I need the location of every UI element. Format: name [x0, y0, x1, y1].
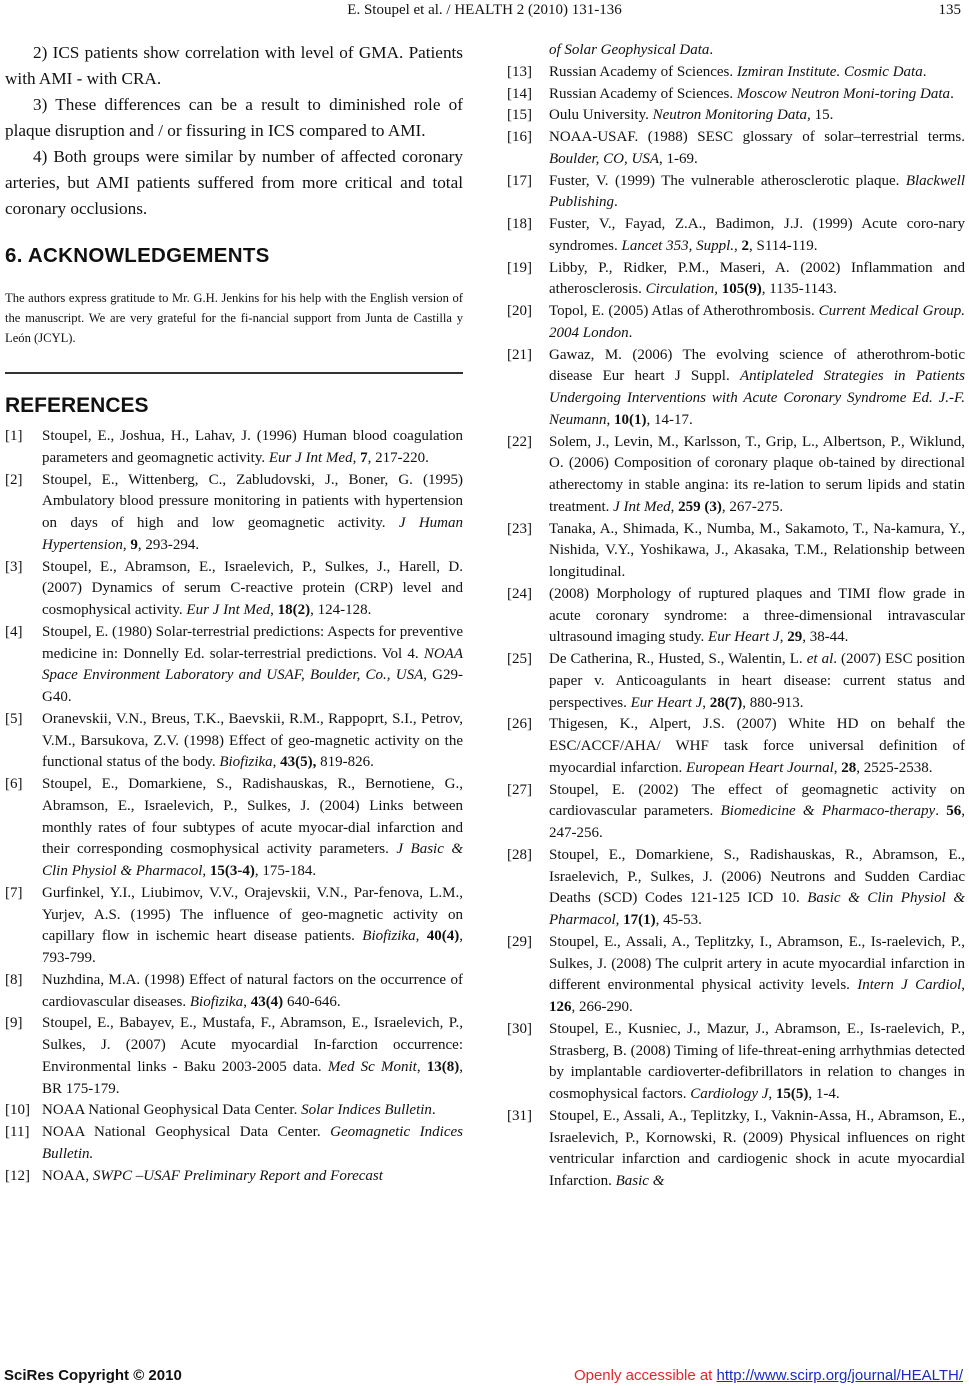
reference-list: [507, 40, 965, 1193]
reference-text: ,: [734, 237, 742, 254]
reference-number: [18]: [507, 216, 532, 232]
reference-source: Blackwell Publishing: [549, 172, 965, 211]
reference-item: [507, 1106, 965, 1193]
reference-item: [507, 780, 965, 845]
reference-item: [507, 432, 965, 519]
reference-text: Libby, P., Ridker, P.M., Maseri, A. (2002) Inflammation and atherosclerosis.: [549, 259, 965, 298]
reference-text: Stoupel, E., Abramson, E., Israelevich, P., Sulkes, J., Harell, D. (2007) Dynamics of serum C-reactive protein (CRP) level and cosmophysical activity.: [42, 558, 463, 618]
reference-text: , 1-69.: [659, 150, 698, 167]
reference-text: NOAA,: [42, 1167, 93, 1184]
reference-text: Fuster, V. (1999) The vulnerable atherosclerotic plaque.: [549, 172, 906, 189]
reference-number: [26]: [507, 716, 532, 733]
reference-source: European Heart Journal: [686, 759, 834, 776]
reference-text: ,: [352, 449, 361, 466]
reference-text: 640-646.: [283, 993, 341, 1010]
reference-text: Stoupel, E., Kusniec, J., Mazur, J., Abramson, E., Is-raelevich, P., Strasberg, B. (2008) Timing of life-threat-ening arrhythmias detected by implantable cardioverter-defibrillators in relation to changes in cosmophysical factors.: [549, 1020, 965, 1102]
section-divider: [5, 372, 463, 374]
reference-source: J Basic & Clin Physiol & Pharmacol: [42, 841, 464, 879]
reference-text: 819-826.: [316, 754, 374, 771]
reference-source: NOAA Space Environment Laboratory and USAF, Boulder, Co., USA: [42, 645, 463, 684]
open-access-label: Openly accessible at: [573, 1367, 717, 1384]
reference-item: [507, 932, 965, 1019]
reference-text: Solem, J., Levin, M., Karlsson, T., Grip, L., Albertson, P., Wiklund, O. (2006) Composition of coronary plaque ob-tained by directional atherectomy in stable angina: its re-lation to serum lipids and statin treatment.: [549, 433, 965, 515]
conclusion-paragraph: 3) These differences can be a result to diminished role of plaque disruption and / or fissuring in ICS compared to AMI.: [5, 95, 463, 140]
reference-source: Med Sc Monit: [327, 1058, 417, 1075]
reference-text: Stoupel, E., Domarkiene, S., Radishauskas, R., Bernotiene, G., Abramson, E., Israelevich, P., Sulkes, J. (2004) Links between monthly rates of four subtypes of acute myocar-dial infarction and their corresponding cosmophysical activity parameters.: [42, 776, 463, 858]
reference-volume: 105(9): [721, 281, 762, 298]
reference-volume: 43(4): [250, 993, 284, 1010]
reference-text: ,: [270, 602, 278, 618]
reference-volume: 15(3-4): [209, 863, 255, 879]
reference-item: [5, 970, 463, 1014]
reference-volume: 29: [787, 629, 803, 646]
reference-text: .: [935, 803, 947, 820]
open-access-notice: [574, 1366, 963, 1386]
reference-number: [14]: [507, 85, 532, 102]
reference-source: Biofizika: [219, 754, 273, 771]
reference-source: SWPC –USAF Preliminary Report and Forecast: [92, 1167, 383, 1184]
acknowledgements-text: The authors express gratitude to Mr. G.H. Jenkins for his help with the English version of the manuscript. We are very grateful for the fi-nancial support from Junta de Castilla y León (JCYL).: [5, 291, 463, 345]
reference-volume: 10(1): [614, 411, 647, 428]
conclusion-paragraph: 4) Both groups were similar by number of affected coronary arteries, but AMI patients suffered from more critical and total coronary occlusions.: [5, 147, 463, 218]
reference-text: Tanaka, A., Shimada, K., Numba, M., Sakamoto, T., Na-kamura, Y., Nishida, V.Y., Yoshikawa, J., Akasaka, T.M., Relationship between longitudinal.: [549, 520, 965, 580]
reference-text: Stoupel, E., Assali, A., Teplitzky, I., Abramson, E., Is-raelevich, P., Sulkes, J. (2008) The culprit artery in acute myocardial infarction in different environmental physical activity levels.: [549, 933, 965, 994]
reference-text: , 267-275.: [721, 498, 784, 515]
reference-text: ,: [606, 411, 614, 428]
reference-text: NOAA National Geophysical Data Center.: [42, 1124, 331, 1140]
reference-number: [9]: [5, 1015, 23, 1032]
reference-item: [507, 1019, 965, 1106]
reference-text: .: [628, 324, 633, 341]
reference-item: [507, 258, 965, 302]
reference-volume: 28(7): [709, 694, 743, 711]
reference-text: Stoupel, E., Babayev, E., Mustafa, F., Abramson, E., Israelevich, P., Sulkes, J. (2007) Acute myocardial In-farction occurrence: Environmental links - Baku 2003-2005 data.: [42, 1015, 463, 1075]
reference-item: [507, 105, 965, 127]
reference-number: [28]: [507, 846, 532, 863]
reference-text: ,: [415, 928, 427, 945]
reference-text: ,: [272, 754, 281, 771]
reference-text: , 217-220.: [367, 449, 429, 466]
reference-item: [507, 649, 965, 714]
reference-text: , S114-119.: [749, 237, 818, 254]
reference-source: Neutron Monitoring Data,: [652, 107, 811, 124]
reference-text: ,: [833, 759, 842, 776]
reference-number: [23]: [507, 520, 532, 537]
reference-text: .: [922, 63, 927, 80]
reference-item: [5, 557, 463, 622]
reference-volume: 126: [549, 999, 572, 1015]
reference-text: .: [709, 42, 714, 58]
reference-volume: 40(4): [426, 928, 460, 945]
reference-text: . (2007) ESC position paper v. Anticoagulants in heart disease: current status and perspectives.: [549, 651, 965, 711]
reference-source: Current Medical Group. 2004 London: [549, 303, 965, 341]
reference-number: [13]: [507, 63, 532, 80]
reference-item: [507, 171, 965, 215]
reference-number: [7]: [5, 884, 23, 901]
reference-text: NOAA National Geophysical Data Center.: [42, 1102, 302, 1119]
reference-list: [5, 426, 463, 1187]
reference-number: [17]: [507, 172, 532, 189]
reference-source: Eur J Int Med: [268, 449, 353, 466]
copyright-notice: SciRes Copyright © 2010: [4, 1367, 182, 1384]
reference-volume: 7: [360, 449, 368, 466]
reference-text: Stoupel, E., Assali, A., Teplitzky, I., Vaknin-Assa, H., Abramson, E., Israelevich, P., Kornowski, R. (2009) Physical influences on right ventricular infarction and cardiogenic shock in acute myocardial Infarction.: [549, 1107, 965, 1189]
reference-number: [15]: [507, 107, 532, 124]
reference-number: [12]: [5, 1167, 30, 1184]
running-header: E. Stoupel et al. / HEALTH 2 (2010) 131-136: [347, 2, 622, 18]
reference-item: [5, 1122, 463, 1166]
reference-source: Basic &: [615, 1173, 665, 1189]
reference-text: , 2525-2538.: [856, 759, 933, 776]
journal-link[interactable]: http://www.scirp.org/journal/HEALTH/: [716, 1367, 963, 1384]
reference-text: , 175-184.: [254, 863, 317, 879]
reference-source: Cardiology J: [690, 1086, 769, 1102]
reference-number: [22]: [507, 433, 532, 450]
reference-text: , 45-53.: [655, 912, 702, 928]
reference-text: , 1135-1143.: [761, 281, 837, 298]
reference-text: , 247-256.: [549, 803, 966, 841]
reference-source: Intern J Cardiol: [857, 977, 962, 994]
reference-volume: 15(5): [775, 1086, 809, 1102]
reference-number: [8]: [5, 971, 23, 988]
reference-source: Boulder, CO, USA: [549, 150, 659, 167]
reference-text: ,: [615, 912, 624, 928]
reference-source: Basic & Clin Physiol & Pharmacol: [549, 890, 965, 928]
reference-number: [2]: [5, 471, 23, 488]
reference-text: .: [614, 194, 618, 211]
reference-text: De Catherina, R., Husted, S., Walentin, L.: [549, 651, 807, 667]
reference-item: [5, 426, 463, 470]
reference-text: Topol, E. (2005) Atlas of Atherothrombosis.: [549, 303, 819, 319]
reference-item: [507, 714, 965, 779]
reference-volume: 17(1): [623, 912, 656, 928]
reference-text: Gurfinkel, Y.I., Liubimov, V.V., Orajevskii, V.N., Par-fenova, L.M., Yurjev, A.S. (1995) The influence of geo-magnetic activity on capillary flow in ischemic heart disease patients.: [42, 884, 463, 945]
reference-number: [31]: [507, 1107, 532, 1124]
reference-item: [5, 774, 463, 883]
reference-volume: 56: [946, 803, 962, 820]
reference-text: , 293-294.: [137, 536, 200, 553]
reference-continuation: [507, 40, 965, 62]
reference-text: NOAA-USAF. (1988) SESC glossary of solar–terrestrial terms.: [549, 129, 965, 145]
reference-text: , 14-17.: [646, 411, 693, 428]
reference-item: [507, 62, 965, 84]
reference-item: [507, 519, 965, 584]
reference-number: [4]: [5, 623, 23, 640]
reference-text: (2008) Morphology of ruptured plaques and TIMI flow grade in acute coronary syndrome: a three-dimensional intravascular ultrasound imaging study.: [549, 585, 965, 646]
reference-source: et al: [806, 651, 834, 667]
reference-source: Solar Indices Bulletin: [301, 1102, 432, 1119]
reference-text: .: [431, 1102, 436, 1119]
reference-source: Biomedicine & Pharmaco-therapy: [720, 803, 936, 820]
page-number: 135: [938, 2, 961, 18]
reference-source: Moscow Neutron Moni-toring Data: [736, 85, 951, 102]
reference-number: [25]: [507, 651, 532, 667]
reference-source: Antiplateled Strategies in Patients Undergoing Interventions with Acute Coronary Syndrome Ed. J.-F. Neumann: [549, 368, 965, 428]
reference-text: ,: [670, 498, 679, 515]
reference-number: [16]: [507, 129, 532, 145]
reference-text: Russian Academy of Sciences.: [549, 63, 737, 80]
left-column: [5, 40, 463, 1187]
reference-text: Stoupel, E., Domarkiene, S., Radishauskas, R., Abramson, E., Israelevich, P., Sulkes, J. (2006) Neutrons and Sudden Cardiac Deaths (SCD) Codes 121-125 ICD 10.: [549, 846, 965, 907]
reference-number: [10]: [5, 1102, 30, 1119]
reference-source: Geomagnetic Indices Bulletin.: [42, 1124, 463, 1162]
reference-text: ,: [961, 977, 966, 994]
reference-text: , 793-799.: [42, 928, 464, 966]
reference-text: ,: [202, 863, 210, 879]
reference-item: [507, 84, 965, 106]
reference-text: Russian Academy of Sciences.: [549, 85, 737, 102]
reference-text: Stoupel, E., Wittenberg, C., Zabludovski, J., Boner, G. (1995) Ambulatory blood pressure monitoring in patients with hypertension on days of high and low geomagnetic activity.: [42, 471, 463, 531]
reference-item: [5, 709, 463, 774]
reference-item: [5, 622, 463, 709]
reference-volume: 43(5),: [280, 754, 317, 771]
reference-volume: 28: [841, 759, 857, 776]
reference-source: Circulation,: [645, 281, 719, 298]
reference-item: [507, 127, 965, 171]
reference-text: , 880-913.: [742, 694, 804, 711]
acknowledgements-heading: 6. ACKNOWLEDGEMENTS: [5, 244, 270, 267]
reference-text: Stoupel, E. (1980) Solar-terrestrial predictions: Aspects for preventive medicine in: Donnelly Ed. solar-terrestrial predictions. Vol 4.: [42, 623, 463, 662]
reference-number: [19]: [507, 259, 532, 276]
reference-text: Stoupel, E., Joshua, H., Lahav, J. (1996) Human blood coagulation parameters and geomagnetic activity.: [42, 428, 463, 466]
reference-number: [30]: [507, 1020, 532, 1037]
reference-number: [24]: [507, 585, 532, 602]
reference-source: Eur J Int Med: [186, 602, 271, 618]
reference-text: Thigesen, K., Alpert, J.S. (2007) White HD on behalf the ESC/ACCF/AHA/ WHF task force universal definition of myocardial infarction.: [549, 716, 965, 776]
reference-number: [27]: [507, 781, 532, 798]
reference-number: [29]: [507, 933, 532, 950]
reference-text: , BR 175-179.: [42, 1058, 464, 1097]
reference-text: Oulu University.: [549, 107, 653, 124]
reference-text: Stoupel, E. (2002) The effect of geomagnetic activity on cardiovascular parameters.: [549, 781, 965, 820]
reference-item: [507, 301, 965, 345]
reference-volume: 2: [741, 237, 749, 254]
reference-source: Biofizika: [189, 993, 244, 1010]
reference-item: [5, 1166, 463, 1188]
reference-text: , 38-44.: [802, 629, 849, 646]
reference-source: Lancet 353, Suppl.: [621, 237, 734, 254]
reference-item: [5, 470, 463, 557]
references-heading: REFERENCES: [5, 394, 149, 417]
reference-text: ,: [768, 1086, 776, 1102]
reference-volume: 18(2): [277, 602, 311, 618]
reference-text: ,: [416, 1058, 427, 1075]
conclusion-paragraph: 2) ICS patients show correlation with level of GMA. Patients with AMI - with CRA.: [5, 43, 463, 88]
reference-text: Gawaz, M. (2006) The evolving science of atherothrom-botic disease Eur heart J Suppl.: [549, 346, 965, 385]
reference-item: [5, 1100, 463, 1122]
reference-volume: 13(8): [426, 1058, 460, 1075]
reference-text: , 124-128.: [310, 602, 372, 618]
reference-volume: 259 (3): [678, 498, 722, 515]
reference-source: J Int Med: [613, 498, 671, 515]
reference-volume: 9: [130, 536, 138, 553]
reference-source: Izmiran Institute. Cosmic Data: [736, 63, 923, 80]
reference-source: J Human Hypertension: [42, 515, 463, 553]
reference-number: [6]: [5, 776, 23, 792]
reference-number: [1]: [5, 428, 23, 444]
reference-item: [507, 214, 965, 258]
reference-number: [21]: [507, 346, 532, 363]
reference-item: [507, 845, 965, 932]
reference-item: [507, 584, 965, 649]
reference-text: Nuzhdina, M.A. (1998) Effect of natural factors on the occurrence of cardiovascular diseases.: [42, 971, 463, 1010]
reference-source: Eur Heart J: [708, 629, 780, 646]
reference-item: [507, 345, 965, 432]
reference-text: , 266-290.: [571, 999, 633, 1015]
reference-number: [20]: [507, 303, 532, 319]
reference-text: , G29-G40.: [42, 667, 463, 705]
reference-number: [3]: [5, 558, 23, 575]
reference-text: ,: [243, 993, 251, 1010]
reference-item: [5, 1013, 463, 1100]
reference-text: ,: [702, 694, 710, 711]
reference-text: ,: [779, 629, 788, 646]
reference-number: [5]: [5, 710, 23, 727]
reference-text: 15.: [810, 107, 834, 124]
reference-text: ,: [122, 536, 131, 553]
reference-number: [11]: [5, 1124, 30, 1140]
reference-text: , 1-4.: [808, 1086, 840, 1102]
reference-text: Oranevskii, V.N., Breus, T.K., Baevskii, R.M., Rappoprt, S.I., Petrov, V.M., Barsukova, Z.V. (1998) Effect of geo-magnetic activity on the functional status of the body.: [42, 710, 463, 771]
reference-source: Biofizika: [362, 928, 416, 945]
right-column: [507, 40, 965, 1193]
reference-item: [5, 883, 463, 970]
reference-source: Eur Heart J: [630, 694, 703, 711]
reference-text: Fuster, V., Fayad, Z.A., Badimon, J.J. (1999) Acute coro-nary syndromes.: [549, 216, 965, 254]
reference-source: of Solar Geophysical Data: [549, 42, 710, 58]
reference-text: .: [950, 85, 954, 102]
